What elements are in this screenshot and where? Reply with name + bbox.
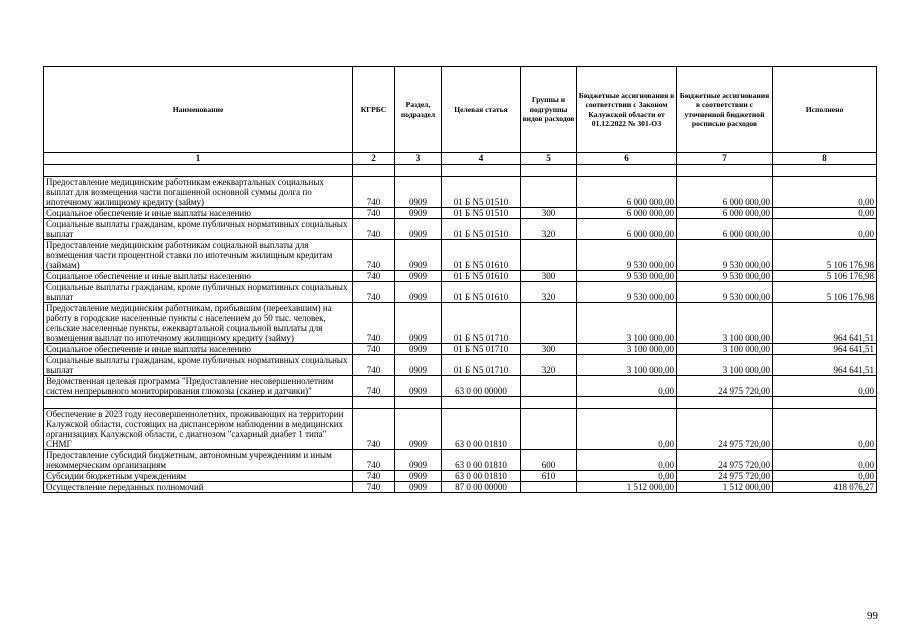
row-law: 3 100 000,00 [577,355,677,376]
table-row [44,271,877,282]
row-group [521,376,577,397]
row-target: 63 0 00 01810 [442,409,521,450]
header-razdel: Раздел, подраздел [395,67,442,153]
table-row [44,376,877,397]
row-group [521,177,577,208]
table-row [44,471,877,482]
table-row [44,303,877,344]
row-razdel: 0909 [395,219,442,240]
row-razdel: 0909 [395,482,442,493]
row-executed: 5 106 176,98 [773,240,877,271]
table-row [44,409,877,450]
row-name: Предоставление медицинским работникам ежеквартальных социальных выплат для возмещения части погашенной основной суммы долга по ипотечному жилищному кредиту (займу) [44,177,353,208]
row-executed: 0,00 [773,219,877,240]
spacer-cell [677,397,773,409]
spacer-cell [353,165,395,177]
column-number: 2 [353,153,395,165]
table-row [44,219,877,240]
row-kgrbs: 740 [353,450,395,471]
row-law: 1 512 000,00 [577,482,677,493]
row-law: 9 530 000,00 [577,282,677,303]
row-target: 01 Б N5 01510 [442,219,521,240]
row-executed: 0,00 [773,450,877,471]
row-refined: 24 975 720,00 [677,376,773,397]
table-row [44,450,877,471]
row-name: Осуществление переданных полномочий [44,482,353,493]
row-name: Социальные выплаты гражданам, кроме публичных нормативных социальных выплат [44,219,353,240]
column-number: 5 [521,153,577,165]
row-kgrbs: 740 [353,303,395,344]
row-group: 320 [521,282,577,303]
row-name: Субсидии бюджетным учреждениям [44,471,353,482]
row-refined: 3 100 000,00 [677,303,773,344]
table-row [44,240,877,271]
row-kgrbs: 740 [353,219,395,240]
row-kgrbs: 740 [353,376,395,397]
row-kgrbs: 740 [353,208,395,219]
row-kgrbs: 740 [353,482,395,493]
table-row [44,344,877,355]
row-law: 9 530 000,00 [577,271,677,282]
table-body [44,165,877,493]
row-group: 600 [521,450,577,471]
row-name: Социальное обеспечение и иные выплаты населению [44,344,353,355]
column-number: 8 [773,153,877,165]
spacer-cell [442,397,521,409]
row-law: 0,00 [577,376,677,397]
row-executed: 964 641,51 [773,355,877,376]
page-number: 99 [867,610,878,622]
table-row [44,482,877,493]
row-refined: 6 000 000,00 [677,219,773,240]
row-name: Предоставление медицинским работникам социальной выплаты для возмещения части процентной ставки по ипотечным жилищным кредитам (займам) [44,240,353,271]
row-razdel: 0909 [395,450,442,471]
row-razdel: 0909 [395,271,442,282]
spacer-cell [521,165,577,177]
row-kgrbs: 740 [353,240,395,271]
table-header-row [44,67,877,153]
row-executed: 964 641,51 [773,344,877,355]
header-executed: Исполнено [773,67,877,153]
row-group: 300 [521,208,577,219]
column-number: 7 [677,153,773,165]
row-group: 320 [521,219,577,240]
row-name: Предоставление субсидий бюджетным, автономным учреждениям и иным некоммерческим организациям [44,450,353,471]
row-law: 3 100 000,00 [577,344,677,355]
row-target: 01 Б N5 01710 [442,355,521,376]
row-group: 300 [521,271,577,282]
spacer-cell [521,397,577,409]
row-law: 9 530 000,00 [577,240,677,271]
row-kgrbs: 740 [353,177,395,208]
row-refined: 24 975 720,00 [677,471,773,482]
row-law: 0,00 [577,450,677,471]
row-target: 63 0 00 00000 [442,376,521,397]
column-number: 4 [442,153,521,165]
row-target: 01 Б N5 01610 [442,282,521,303]
row-refined: 6 000 000,00 [677,177,773,208]
row-razdel: 0909 [395,355,442,376]
row-target: 01 Б N5 01510 [442,177,521,208]
spacer-cell [442,165,521,177]
table-row [44,208,877,219]
row-razdel: 0909 [395,208,442,219]
row-target: 01 Б N5 01710 [442,344,521,355]
row-group [521,303,577,344]
row-executed: 0,00 [773,471,877,482]
spacer-cell [395,165,442,177]
row-executed: 5 106 176,98 [773,271,877,282]
row-target: 87 0 00 00000 [442,482,521,493]
row-target: 01 Б N5 01510 [442,208,521,219]
row-group [521,409,577,450]
row-razdel: 0909 [395,303,442,344]
row-law: 6 000 000,00 [577,219,677,240]
row-executed: 964 641,51 [773,303,877,344]
row-refined: 3 100 000,00 [677,355,773,376]
budget-table [43,66,877,493]
row-refined: 1 512 000,00 [677,482,773,493]
row-name: Ведомственная целевая программа "Предоставление несовершеннолетним систем непрерывного мониторирования глюкозы (сканер и датчики)" [44,376,353,397]
row-law: 0,00 [577,471,677,482]
header-groups: Группы и подгруппы видов расходов [521,67,577,153]
row-group: 300 [521,344,577,355]
spacer-cell [577,165,677,177]
row-law: 6 000 000,00 [577,177,677,208]
row-refined: 9 530 000,00 [677,271,773,282]
table-row [44,282,877,303]
header-budget-refined: Бюджетные ассигнования в соответствии с уточненной бюджетной росписью расходов [677,67,773,153]
row-kgrbs: 740 [353,409,395,450]
row-refined: 9 530 000,00 [677,240,773,271]
spacer-cell [44,397,353,409]
row-kgrbs: 740 [353,271,395,282]
row-kgrbs: 740 [353,355,395,376]
row-law: 0,00 [577,409,677,450]
row-refined: 6 000 000,00 [677,208,773,219]
header-target: Целевая статья [442,67,521,153]
row-executed: 0,00 [773,177,877,208]
row-law: 6 000 000,00 [577,208,677,219]
row-razdel: 0909 [395,282,442,303]
spacer-cell [773,397,877,409]
row-razdel: 0909 [395,471,442,482]
header-budget-law: Бюджетные ассигнования в соответствии с Законом Калужской области от 01.12.2022 № 301-ОЗ [577,67,677,153]
spacer-cell [773,165,877,177]
row-refined: 3 100 000,00 [677,344,773,355]
column-number: 6 [577,153,677,165]
row-razdel: 0909 [395,376,442,397]
row-executed: 0,00 [773,409,877,450]
row-razdel: 0909 [395,240,442,271]
row-group: 320 [521,355,577,376]
table-row [44,355,877,376]
spacer-cell [577,397,677,409]
row-name: Предоставление медицинским работникам, прибывшим (переехавшим) на работу в городские населенные пункты с населением до 50 тыс. человек, сельские населенные пункты, ежеквартальной социальной выплаты для возмещения выплат по ипотечному жилищному кредиту (займу) [44,303,353,344]
row-razdel: 0909 [395,177,442,208]
row-law: 3 100 000,00 [577,303,677,344]
row-executed: 0,00 [773,208,877,219]
row-target: 63 0 00 01810 [442,471,521,482]
header-kgrbs: КГРБС [353,67,395,153]
spacer-row [44,397,877,409]
row-razdel: 0909 [395,409,442,450]
row-executed: 0,00 [773,376,877,397]
spacer-cell [395,397,442,409]
row-name: Социальные выплаты гражданам, кроме публичных нормативных социальных выплат [44,282,353,303]
row-refined: 9 530 000,00 [677,282,773,303]
header-name: Наименование [44,67,353,153]
column-number: 1 [44,153,353,165]
row-target: 01 Б N5 01710 [442,303,521,344]
row-refined: 24 975 720,00 [677,409,773,450]
row-kgrbs: 740 [353,344,395,355]
spacer-cell [44,165,353,177]
column-number-row [44,153,877,165]
row-executed: 5 106 176,98 [773,282,877,303]
row-razdel: 0909 [395,344,442,355]
row-refined: 24 975 720,00 [677,450,773,471]
row-name: Социальные выплаты гражданам, кроме публичных нормативных социальных выплат [44,355,353,376]
column-number: 3 [395,153,442,165]
row-group: 610 [521,471,577,482]
row-name: Социальное обеспечение и иные выплаты населению [44,271,353,282]
spacer-row [44,165,877,177]
row-group [521,240,577,271]
budget-table-sheet [43,66,876,493]
table-row [44,177,877,208]
row-kgrbs: 740 [353,471,395,482]
spacer-cell [677,165,773,177]
row-kgrbs: 740 [353,282,395,303]
row-target: 01 Б N5 01610 [442,271,521,282]
row-executed: 418 076,27 [773,482,877,493]
spacer-cell [353,397,395,409]
row-target: 63 0 00 01810 [442,450,521,471]
row-group [521,482,577,493]
row-target: 01 Б N5 01610 [442,240,521,271]
row-name: Обеспечение в 2023 году несовершеннолетних, проживающих на территории Калужской области, состоящих на диспансерном наблюдении в медицинских организациях Калужской области, с диагнозом "сахарный диабет 1 типа" СНМГ [44,409,353,450]
row-name: Социальное обеспечение и иные выплаты населению [44,208,353,219]
